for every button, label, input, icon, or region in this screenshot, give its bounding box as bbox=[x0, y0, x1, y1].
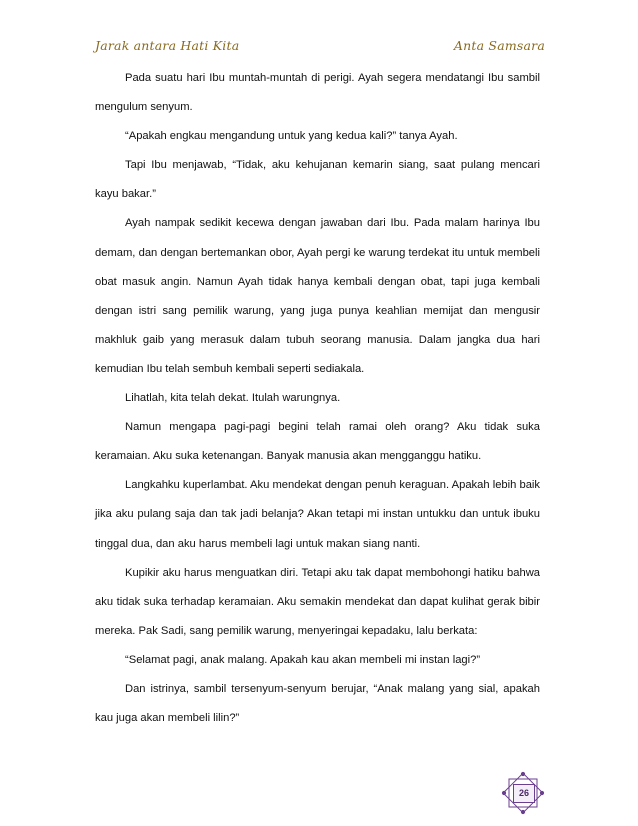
paragraph: Namun mengapa pagi-pagi begini telah ramai oleh orang? Aku tidak suka keramaian. Aku suka ketenangan. Banyak manusia akan mengganggu hatiku. bbox=[95, 421, 540, 463]
body-text bbox=[95, 64, 540, 733]
paragraph: Pada suatu hari Ibu muntah-muntah di perigi. Ayah segera mendatangi Ibu sambil mengulum senyum. bbox=[95, 72, 540, 114]
page-number: 26 bbox=[513, 784, 535, 803]
paragraph: Tapi Ibu menjawab, “Tidak, aku kehujanan kemarin siang, saat pulang mencari kayu bakar.” bbox=[95, 159, 540, 201]
author-name: Anta Samsara bbox=[453, 38, 545, 53]
paragraph: Ayah nampak sedikit kecewa dengan jawaban dari Ibu. Pada malam harinya Ibu demam, dan dengan bertemankan obor, Ayah pergi ke warung terdekat itu untuk membeli obat masuk angin. Namun Ayah tidak hanya kembali dengan obat, tapi juga kembali dengan istri sang pemilik warung, yang juga punya keahlian memijat dan mengusir makhluk gaib yang merasuk dalam tubuh seorang manusia. Dalam jangka dua hari kemudian Ibu telah sembuh kembali seperti sediakala. bbox=[95, 217, 540, 375]
paragraph: Kupikir aku harus menguatkan diri. Tetapi aku tak dapat membohongi hatiku bahwa aku tidak suka terhadap keramaian. Aku semakin mendekat dan dapat kulihat gerak bibir mereka. Pak Sadi, sang pemilik warung, menyeringai kepadaku, lalu berkata: bbox=[95, 566, 540, 637]
paragraph: “Selamat pagi, anak malang. Apakah kau akan membeli mi instan lagi?” bbox=[125, 653, 481, 666]
paragraph: “Apakah engkau mengandung untuk yang kedua kali?” tanya Ayah. bbox=[125, 130, 458, 143]
book-title: Jarak antara Hati Kita bbox=[95, 38, 240, 53]
paragraph: Lihatlah, kita telah dekat. Itulah warungnya. bbox=[125, 392, 341, 405]
paragraph: Dan istrinya, sambil tersenyum-senyum berujar, “Anak malang yang sial, apakah kau juga akan membeli lilin?” bbox=[95, 682, 540, 725]
page-number-ornament bbox=[501, 771, 545, 815]
page-header bbox=[95, 38, 545, 58]
paragraph: Langkahku kuperlambat. Aku mendekat dengan penuh keraguan. Apakah lebih baik jika aku pulang saja dan tak jadi belanja? Akan tetapi mi instan untukku dan untuk ibuku tinggal dua, dan aku harus membeli lagi untuk makan siang nanti. bbox=[95, 479, 540, 550]
